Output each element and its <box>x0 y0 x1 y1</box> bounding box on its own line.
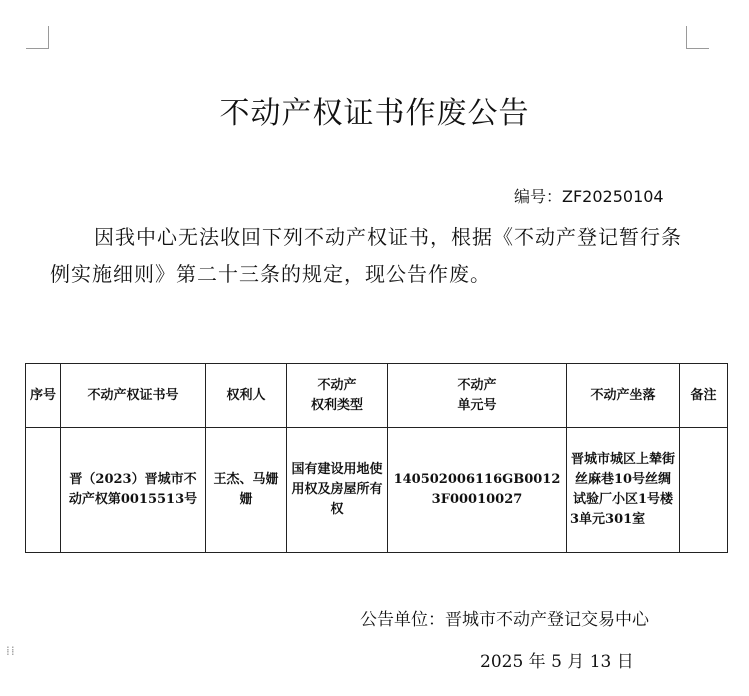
header-unit-no-line2: 单元号 <box>457 397 497 413</box>
header-remarks: 备注 <box>680 364 728 428</box>
drag-handle-icon[interactable]: ⁞⁞ <box>6 644 16 658</box>
notice-body-text: 因我中心无法收回下列不动产权证书，根据《不动产登记暂行条例实施细则》第二十三条的规定，现公告作废。 <box>50 225 682 286</box>
header-seq: 序号 <box>26 364 61 428</box>
table-header-row <box>26 364 728 428</box>
document-number: 编号：ZF20250104 <box>514 187 664 206</box>
header-unit-no-line1: 不动产 <box>457 377 497 393</box>
header-right-type-line2: 权利类型 <box>310 397 363 413</box>
header-unit-no <box>388 364 567 428</box>
cell-right-type: 国有建设用地使用权及房屋所有权 <box>287 428 388 553</box>
header-cert-no: 不动产权证书号 <box>61 364 206 428</box>
header-right-type <box>287 364 388 428</box>
cell-holder: 王杰、马姗姗 <box>206 428 287 553</box>
cell-seq <box>26 428 61 553</box>
page-corner-mark-top-left <box>26 26 49 49</box>
header-holder: 权利人 <box>206 364 287 428</box>
cell-cert-no: 晋（2023）晋城市不动产权第0015513号 <box>61 428 206 553</box>
header-right-type-line1: 不动产 <box>317 377 357 393</box>
notice-body <box>50 219 700 293</box>
certificate-table <box>25 363 728 553</box>
table-row <box>26 428 728 553</box>
header-location: 不动产坐落 <box>567 364 680 428</box>
issuing-organization: 公告单位：晋城市不动产登记交易中心 <box>360 610 649 630</box>
cell-remarks <box>680 428 728 553</box>
publication-date: 2025 年 5 月 13 日 <box>480 652 634 672</box>
cell-unit-no: 140502006116GB00123F00010027 <box>388 428 567 553</box>
page-corner-mark-top-right <box>686 26 709 49</box>
cell-location: 晋城市城区上辇街丝麻巷10号丝绸试验厂小区1号楼3单元301室 <box>567 428 680 553</box>
page-title: 不动产权证书作废公告 <box>219 96 530 131</box>
